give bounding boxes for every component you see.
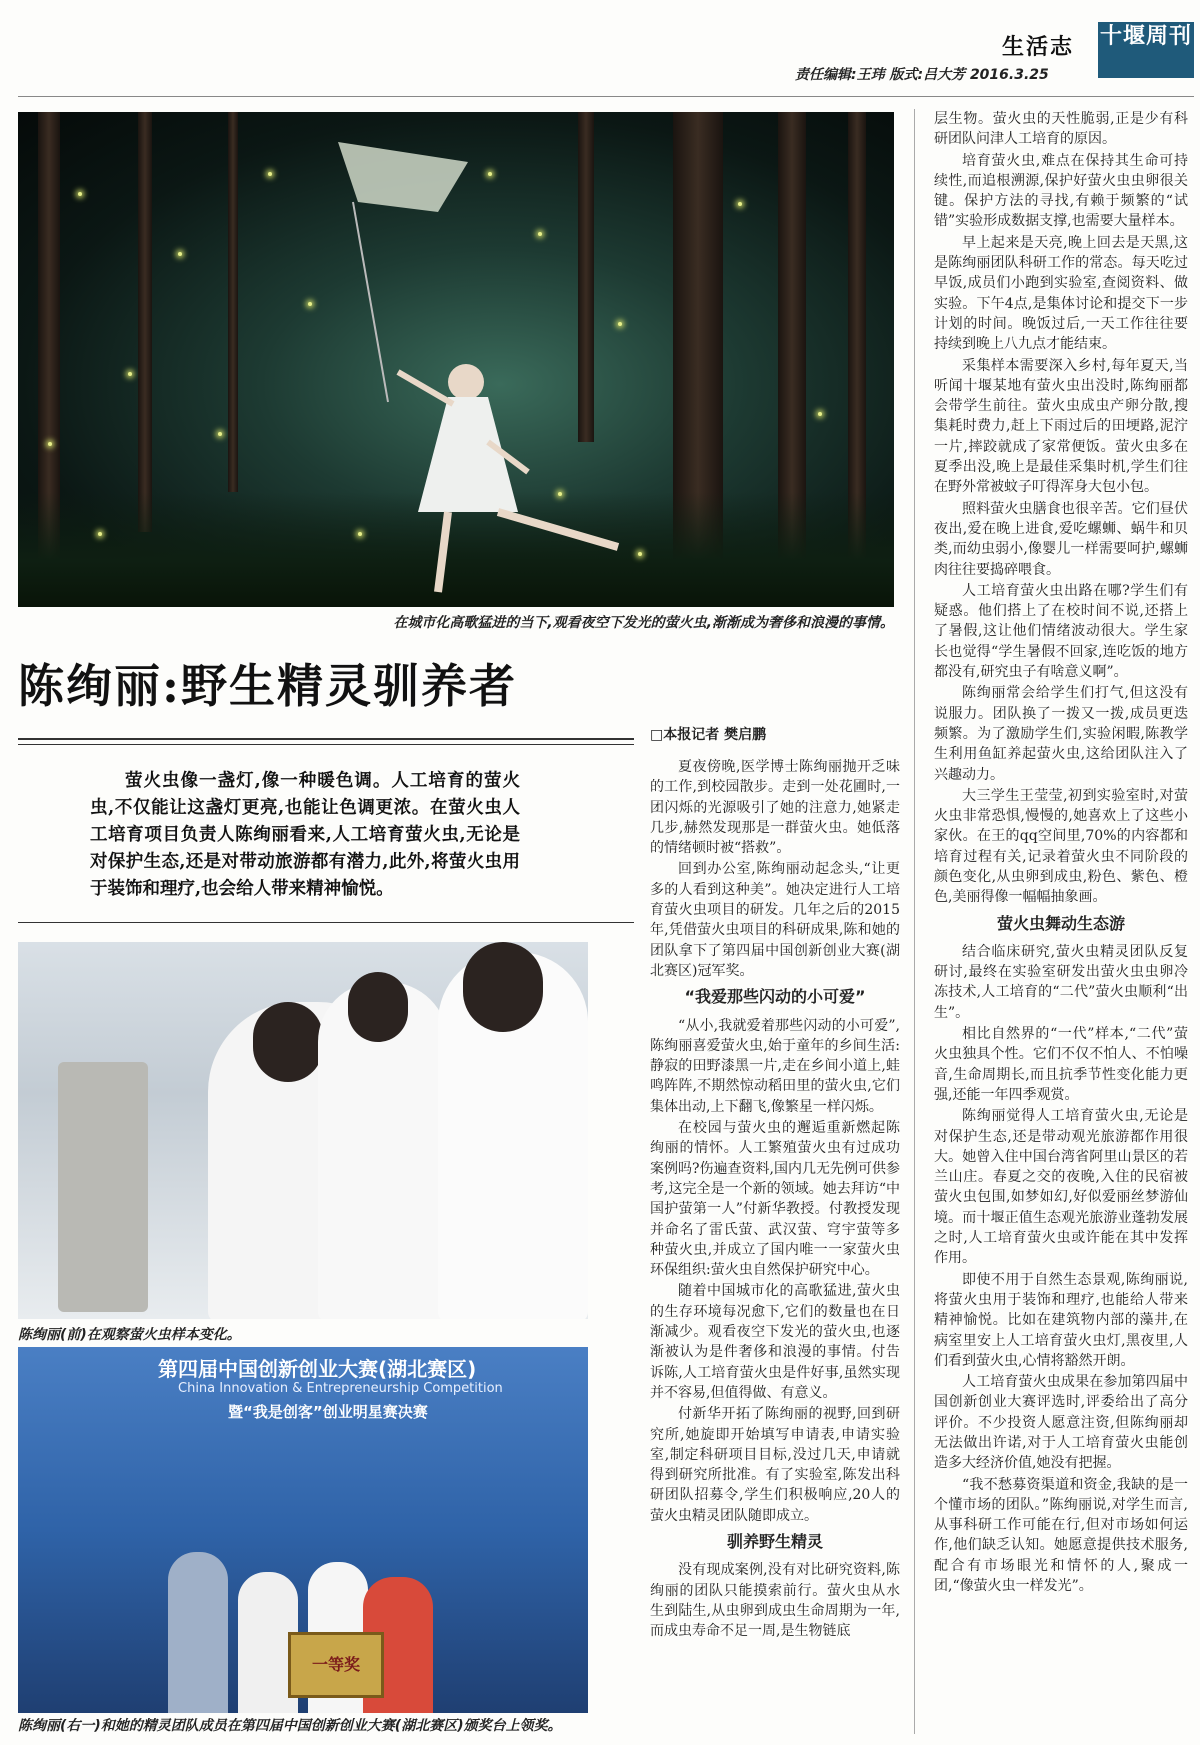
award-photo-caption: 陈绚丽(右一)和她的精灵团队成员在第四届中国创新创业大赛(湖北赛区)颁奖台上领奖。 <box>18 1718 562 1734</box>
paragraph: 结合临床研究,萤火虫精灵团队反复研讨,最终在实验室研发出萤火虫虫卵冷冻技术,人工培育的“二代”萤火虫顺利“出生”。 <box>934 943 1188 1021</box>
paragraph: 没有现成案例,没有对比研究资料,陈绚丽的团队只能摸索前行。萤火虫从水生到陆生,从虫卵到成虫生命周期为一年,而成虫寿命不足一周,是生物链底 <box>650 1562 900 1640</box>
newspaper-brand <box>1098 22 1194 78</box>
subheading: 萤火虫舞动生态游 <box>996 913 1125 933</box>
paragraph: 层生物。萤火虫的天性脆弱,正是少有科研团队问津人工培育的原因。 <box>934 111 1188 148</box>
girl-figure <box>378 342 658 602</box>
paragraph: 陈绚丽常会给学生们打气,但这没有说服力。团队换了一拨又一拨,成员更迭频繁。为了激励学生们,实验闲暇,陈教学生利用鱼缸养起萤火虫,这给团队注入了兴趣动力。 <box>934 685 1188 783</box>
paragraph: 大三学生王莹莹,初到实验室时,对萤火虫非常恐惧,慢慢的,她喜欢上了这些小家伙。在王的qq空间里,70%的内容都和培育过程有关,记录着萤火虫不同阶段的颜色变化,从虫卵到成虫,粉色、紫色、橙色,美丽得像一幅幅抽象画。 <box>934 787 1188 906</box>
headline-divider-thin <box>18 744 634 745</box>
article-headline: 陈绚丽:野生精灵驯养者 <box>18 659 517 713</box>
banner-subtitle: 暨“我是创客”创业明星赛决赛 <box>228 1403 428 1421</box>
hero-caption: 在城市化高歌猛进的当下,观看夜空下发光的萤火虫,渐渐成为奢侈和浪漫的事情。 <box>393 615 894 631</box>
column-divider <box>914 109 915 1734</box>
brand-label: 十堰周刊 <box>1099 24 1192 49</box>
paragraph: 付新华开拓了陈绚丽的视野,回到研究所,她旋即开始填写申请表,申请实验室,制定科研项目目标,没过几天,申请就得到研究所批准。有了实验室,陈发出科研团队招募令,学生们积极响应,20人的萤火虫精灵团队随即成立。 <box>650 1406 900 1524</box>
award-plaque: 一等奖 <box>288 1632 384 1698</box>
paragraph: 培育萤火虫,难点在保持其生命可持续性,而追根溯源,保护好萤火虫虫卵很关键。保护方法的寻找,有赖于频繁的“试错”实验形成数据支撑,也需要大量样本。 <box>934 152 1188 230</box>
paragraph: 相比自然界的“一代”样本,“二代”萤火虫独具个性。它们不仅不怕人、不怕噪音,生命周期长,而且抗季节性变化能力更强,还能一年四季观赏。 <box>934 1026 1188 1103</box>
subheading: 驯养野生精灵 <box>726 1531 823 1551</box>
paragraph: 即使不用于自然生态景观,陈绚丽说,将萤火虫用于装饰和理疗,也能给人带来精神愉悦。比如在建筑物内部的藻井,在病室里安上人工培育萤火虫灯,黑夜里,人们看到萤火虫,心情将豁然开朗。 <box>934 1271 1188 1369</box>
paragraph: 回到办公室,陈绚丽动起念头,“让更多的人看到这种美”。她决定进行人工培育萤火虫项目的研发。几年之后的2015年,凭借萤火虫项目的科研成果,陈和她的团队拿下了第四届中国创新创业大赛(湖北赛区)冠军奖。 <box>650 861 900 979</box>
award-ceremony-photo <box>18 1347 588 1713</box>
banner-title: 第四届中国创新创业大赛(湖北赛区) <box>158 1357 477 1381</box>
lab-photo-caption: 陈绚丽(前)在观察萤火虫样本变化。 <box>18 1327 241 1343</box>
paragraph: 人工培育萤火虫出路在哪?学生们有疑惑。他们搭上了在校时间不说,还搭上了暑假,这让他们情绪波动很大。学生家长也觉得“学生暑假不回家,连吃饭的地方都没有,研究虫子有啥意义啊”。 <box>934 582 1188 681</box>
paragraph: 采集样本需要深入乡村,每年夏天,当听闻十堰某地有萤火虫出没时,陈绚丽都会带学生前往。萤火虫成虫产卵分散,搜集耗时费力,赶上下雨过后的田埂路,泥泞一片,摔跤就成了家常便饭。萤火虫多在夏季出没,晚上是最佳采集时机,学生们往在野外常被蚊子叮得浑身大包小包。 <box>934 357 1188 496</box>
section-title: 生活志 <box>1002 34 1075 60</box>
paragraph: 人工培育萤火虫成果在参加第四届中国创新创业大赛评选时,评委给出了高分评价。不少投资人愿意注资,但陈绚丽却无法做出许诺,对于人工培育萤火虫能创造多大经济价值,她没有把握。 <box>934 1374 1188 1472</box>
banner-english: China Innovation & Entrepreneurship Competition <box>178 1381 503 1396</box>
paragraph: “我不愁募资渠道和资金,我缺的是一个懂市场的团队。”陈绚丽说,对学生而言,从事科研工作可能在行,但对市场如何运作,他们缺乏认知。她愿意提供技术服务,配合有市场眼光和情怀的人,聚成一团,“像萤火虫一样发光”。 <box>934 1476 1188 1595</box>
hero-photo-firefly-night <box>18 112 894 607</box>
paragraph: 照料萤火虫膳食也很辛苦。它们昼伏夜出,爱在晚上进食,爱吃螺蛳、蜗牛和贝类,而幼虫弱小,像婴儿一样需要呵护,螺蛳肉往往要捣碎喂食。 <box>934 500 1188 578</box>
headline-divider <box>18 738 634 740</box>
subheading: “我爱那些闪动的小可爱” <box>684 987 866 1007</box>
paragraph: 早上起来是天亮,晚上回去是天黑,这是陈绚丽团队科研工作的常态。每天吃过早饭,成员们小跑到实验室,查阅资料、做实验。下午4点,是集体讨论和提交下一步计划的时间。晚饭过后,一天工作往往要持续到晚上八九点才能结束。 <box>934 234 1188 353</box>
article-lead: 萤火虫像一盏灯,像一种暖色调。人工培育的萤火虫,不仅能让这盏灯更亮,也能让色调更浓。在萤火虫人工培育项目负责人陈绚丽看来,人工培育萤火虫,无论是对保护生态,还是对带动旅游都有潜力,此外,将萤火虫用于装饰和理疗,也会给人带来精神愉悦。 <box>90 771 520 899</box>
lead-divider <box>18 922 634 923</box>
lab-microscope-photo <box>18 942 588 1319</box>
microscope-icon <box>58 1062 148 1312</box>
byline: □本报记者 樊启鹏 <box>650 727 767 743</box>
paragraph: 在校园与萤火虫的邂逅重新燃起陈绚丽的情怀。人工繁殖萤火虫有过成功案例吗?伤遍查资料,国内几无先例可供参考,这完全是一个新的领域。她去拜访“中国护萤第一人”付新华教授。付教授发现并命名了雷氏萤、武汉萤、穹宇萤等多种萤火虫,并成立了国内唯一一家萤火虫环保组织:萤火虫自然保护研究中心。 <box>650 1120 900 1279</box>
editor-credits: 责任编辑:王玮 版式:吕大芳 2016.3.25 <box>795 67 1049 83</box>
paragraph: 夏夜傍晚,医学博士陈绚丽抛开乏味的工作,到校园散步。走到一处花圃时,一团闪烁的光源吸引了她的注意力,她紧走几步,赫然发现那是一群萤火虫。她低落的情绪顿时被“搭救”。 <box>650 759 900 857</box>
paragraph: 随着中国城市化的高歌猛进,萤火虫的生存环境每况愈下,它们的数量也在日渐减少。观看夜空下发光的萤火虫,也逐渐被认为是件奢侈和浪漫的事情。付告诉陈,人工培育萤火虫是件好事,虽然实现并不容易,但值得做、有意义。 <box>650 1283 900 1401</box>
article-column-1 <box>650 757 900 1642</box>
header-divider <box>18 96 1194 97</box>
paragraph: “从小,我就爱着那些闪动的小可爱”,陈绚丽喜爱萤火虫,始于童年的乡间生活:静寂的田野漆黑一片,走在乡间小道上,蛙鸣阵阵,不期然惊动稻田里的萤火虫,它们集体出动,上下翻飞,像繁星一样闪烁。 <box>650 1017 900 1115</box>
article-column-2 <box>934 109 1188 1597</box>
paragraph: 陈绚丽觉得人工培育萤火虫,无论是对保护生态,还是带动观光旅游都作用很大。她曾入住中国台湾省阿里山景区的若兰山庄。春夏之交的夜晚,入住的民宿被萤火虫包围,如梦如幻,好似爱丽丝梦游仙境。而十堰正值生态观光旅游业蓬勃发展之时,人工培育萤火虫或许能在其中发挥作用。 <box>934 1108 1188 1267</box>
